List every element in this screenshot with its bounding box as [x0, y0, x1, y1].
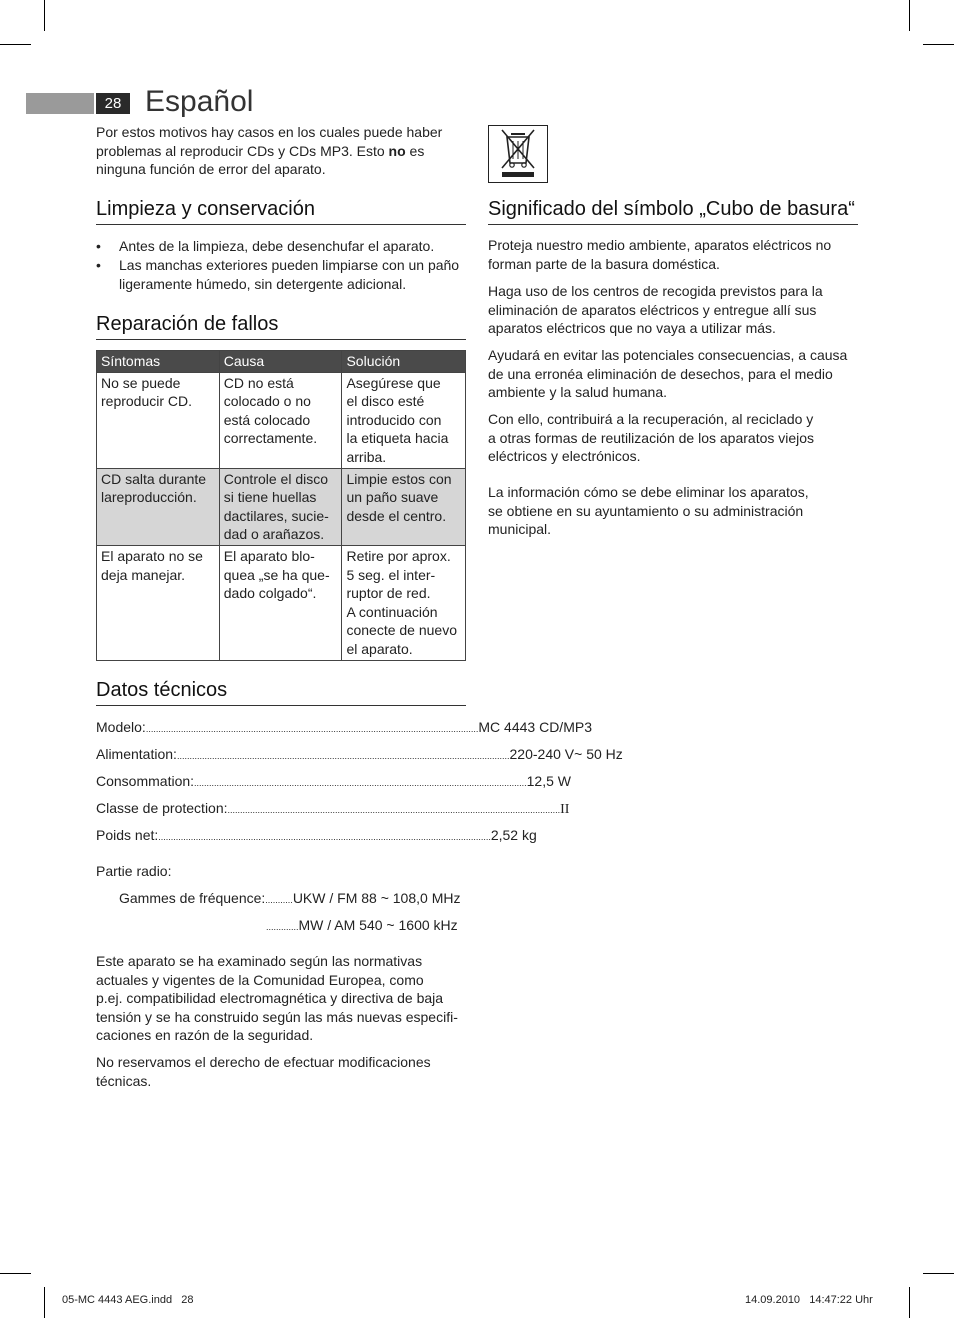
spec-row: Poids net: ..................................................................................................................................... 2,52 kg [96, 826, 466, 846]
crossed-out-wheelie-bin-icon [488, 125, 548, 183]
page-title: Español [145, 85, 254, 118]
page-number: 28 [96, 93, 130, 114]
table-cell: El aparato blo- quea „se ha que- dado colgado“. [219, 545, 342, 660]
spec-row: Classe de protection: ..................................................................................................................................... II [96, 800, 570, 817]
table-cell: Limpie estos con un paño suave desde el centro. [342, 468, 466, 545]
table-cell: El aparato no se deja manejar. [97, 545, 220, 660]
table-header-row [97, 351, 466, 373]
spec-row: Modelo: ..................................................................................................................................... MC 4443 CD/MP3 [96, 718, 466, 738]
dot-leader: ............. [266, 922, 299, 932]
crop-mark [44, 0, 45, 31]
paragraph: Con ello, contribuirá a la recuperación, al reciclado y a otras formas de reutilización de los aparatos viejos eléctricos y electrónicos. [488, 411, 815, 465]
table-row [97, 372, 466, 468]
list-item: • Las manchas exteriores pueden limpiarse con un paño ligeramente húmedo, sin detergente adicional. [96, 257, 460, 292]
spec-row: ............. MW / AM 540 ~ 1600 kHz [266, 916, 463, 936]
header-bar [26, 93, 94, 114]
spec-row: Alimentation: ..................................................................................................................................... 220-240 V~ 50 Hz [96, 745, 466, 765]
crop-mark [923, 1273, 954, 1274]
footer-timestamp: 14.09.2010 14:47:22 Uhr [745, 1294, 873, 1306]
dot-leader: ..................................................................................................................................... [227, 805, 561, 815]
table-cell: Asegúrese que el disco esté introducido con la etiqueta hacia arriba. [342, 372, 466, 468]
reservation-paragraph: No reservamos el derecho de efectuar modificaciones técnicas. [96, 1054, 431, 1089]
section-heading-troubleshooting: Reparación de fallos [96, 311, 466, 340]
section-heading-waste-symbol: Significado del símbolo „Cubo de basura“ [488, 196, 858, 225]
table-row [97, 468, 466, 545]
spec-row: Consommation: ..................................................................................................................................... 12,5 W [96, 772, 466, 792]
section-heading-cleaning: Limpieza y conservación [96, 196, 466, 225]
column-header: Síntomas [97, 351, 220, 373]
paragraph: Proteja nuestro medio ambiente, aparatos eléctricos no forman parte de la basura doméstica. [488, 237, 832, 272]
table-cell: Retire por aprox. 5 seg. el inter- ruptor de red. A continuación conecte de nuevo el aparato. [342, 545, 466, 660]
crop-mark [909, 0, 910, 31]
bullet-icon: • [96, 257, 101, 273]
paragraph: La información cómo se debe eliminar los aparatos, se obtiene en su ayuntamiento o su administración municipal. [488, 484, 809, 538]
paragraph: Ayudará en evitar las potenciales consecuencias, a causa de una erronéa eliminación de desechos, para el medio ambiente y la salud humana. [488, 347, 848, 401]
radio-label: Partie radio: [96, 863, 172, 879]
crop-mark [44, 1287, 45, 1318]
table-cell: Controle el disco si tiene huellas dactilares, sucie- dad o arañazos. [219, 468, 342, 545]
intro-paragraph: Por estos motivos hay casos en los cuales puede haber problemas al reproducir CDs y CDs MP3. Esto no es ninguna función de error del aparato. [96, 124, 443, 178]
compliance-paragraph: Este aparato se ha examinado según las normativas actuales y vigentes de la Comunidad Europea, como p.ej. compatibilidad electromagnética y directiva de baja tensión y se ha construido según las más nuevas especifi- caciones en razón de la seguridad. [96, 953, 458, 1044]
section-heading-tech: Datos técnicos [96, 677, 466, 706]
troubleshooting-table [96, 350, 466, 661]
spec-row: Gammes de fréquence: ........... UKW / FM 88 ~ 108,0 MHz [119, 889, 463, 909]
dot-leader: ..................................................................................................................................... [158, 832, 491, 842]
crop-mark [923, 44, 954, 45]
dot-leader: ........... [265, 895, 293, 905]
dot-leader: ..................................................................................................................................... [145, 724, 479, 734]
dot-leader: ..................................................................................................................................... [176, 751, 510, 761]
footer-file: 05-MC 4443 AEG.indd 28 [62, 1294, 194, 1306]
table-row [97, 545, 466, 660]
table-cell: CD salta durante lareproducción. [97, 468, 220, 545]
table-cell: CD no está colocado o no está colocado correctamente. [219, 372, 342, 468]
crop-mark [0, 44, 31, 45]
column-header: Solución [342, 351, 466, 373]
crop-mark [909, 1287, 910, 1318]
list-item: • Antes de la limpieza, debe desenchufar el aparato. [96, 238, 435, 254]
bullet-icon: • [96, 238, 101, 254]
dot-leader: ..................................................................................................................................... [194, 778, 527, 788]
table-cell: No se puede reproducir CD. [97, 372, 220, 468]
column-header: Causa [219, 351, 342, 373]
crop-mark [0, 1273, 31, 1274]
paragraph: Haga uso de los centros de recogida previstos para la eliminación de aparatos eléctricos y entregue allí sus aparatos eléctricos que no vaya a utilizar más. [488, 283, 823, 337]
